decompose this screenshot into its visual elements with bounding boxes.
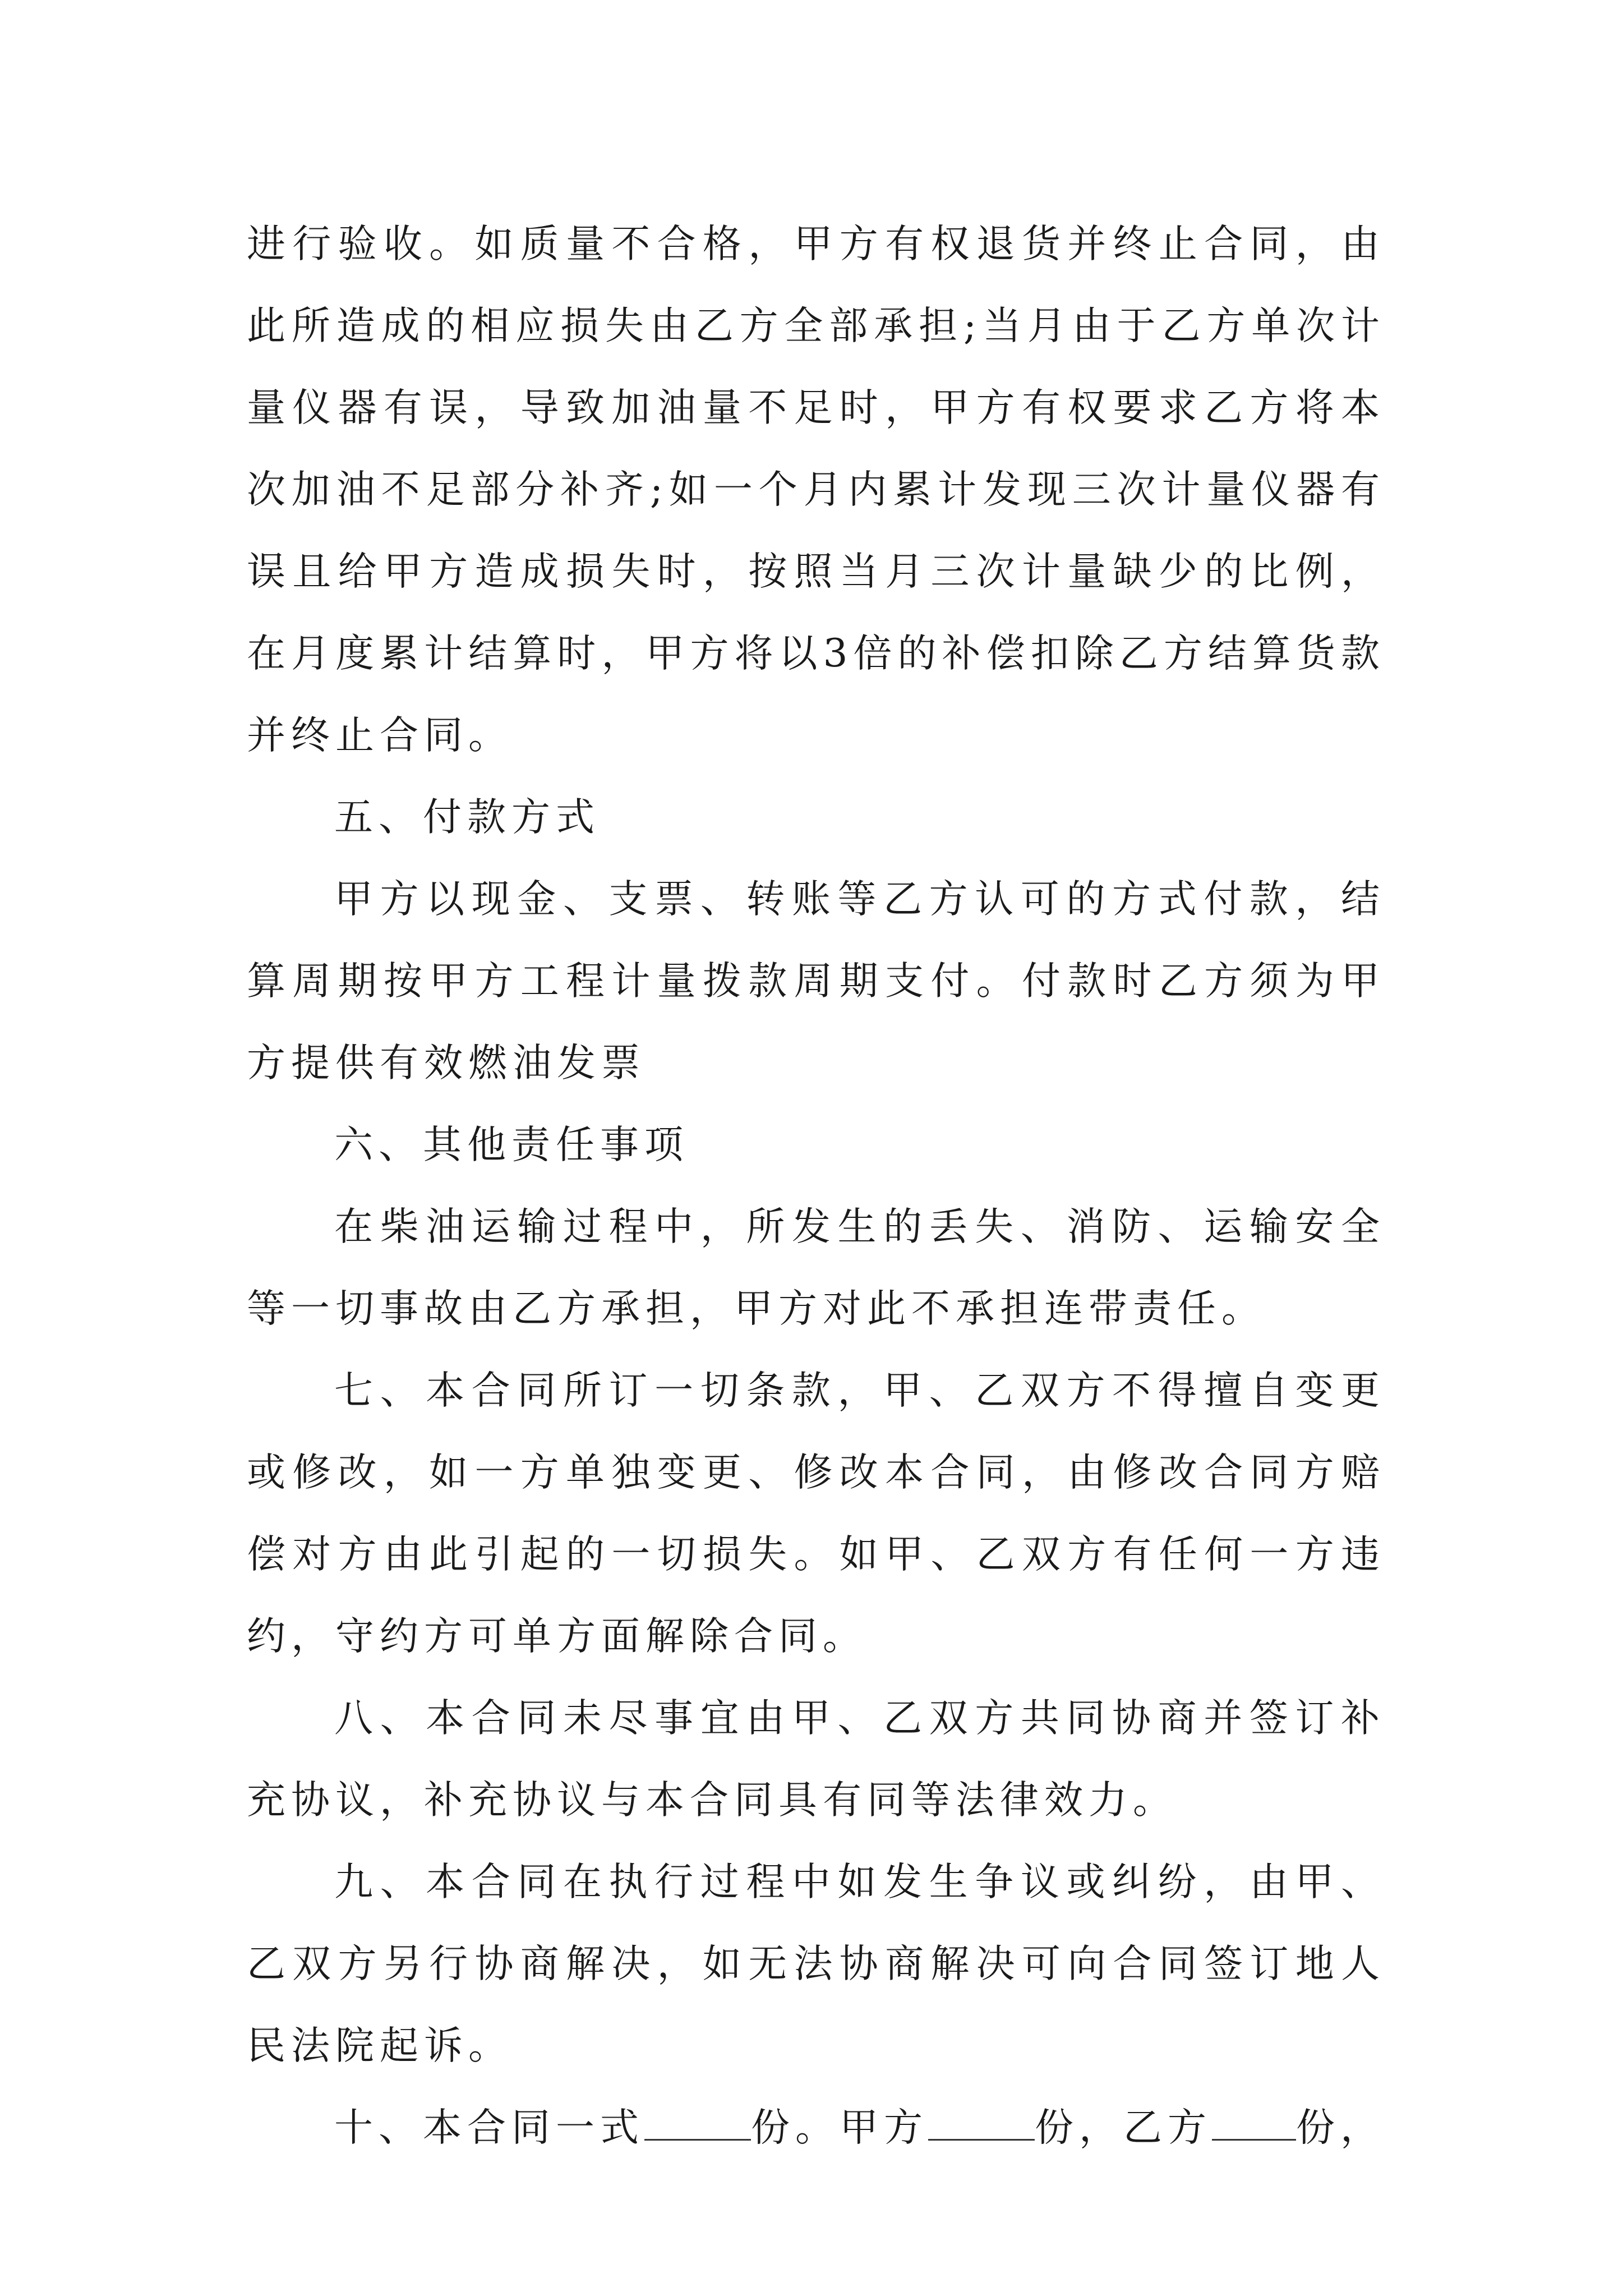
clause-ten-text-4: 份， (1296, 2105, 1385, 2150)
paragraph-payment-method: 甲方以现金、支票、转账等乙方认可的方式付款，结算周期按甲方工程计量拨款周期支付。付款时乙方须为甲方提供有效燃油发票 (247, 877, 1385, 1085)
paragraph-clause-eight: 八、本合同未尽事宜由甲、乙双方共同协商并签订补充协议，补充协议与本合同具有同等法律效力。 (247, 1696, 1385, 1823)
copies-party-a-blank (928, 2100, 1035, 2141)
paragraph-inspection: 进行验收。如质量不合格，甲方有权退货并终止合同，由此所造成的相应损失由乙方全部承担;当月由于乙方单次计量仪器有误，导致加油量不足时，甲方有权要求乙方将本次加油不足部分补齐;如一个月内累计发现三次计量仪器有误且给甲方造成损失时，按照当月三次计量缺少的比例，在月度累计结算时，甲方将以3倍的补偿扣除乙方结算货款并终止合同。 (247, 222, 1385, 758)
heading-other-responsibilities: 六、其他责任事项 (334, 1122, 689, 1167)
copies-total-blank (644, 2100, 751, 2141)
paragraph-other-responsibilities: 在柴油运输过程中，所发生的丢失、消防、运输安全等一切事故由乙方承担，甲方对此不承担连带责任。 (247, 1204, 1385, 1331)
clause-ten-text-3: 份，乙方 (1035, 2105, 1212, 2150)
paragraph-clause-nine: 九、本合同在执行过程中如发生争议或纠纷，由甲、乙双方另行协商解决，如无法协商解决可向合同签订地人民法院起诉。 (247, 1860, 1385, 2068)
heading-payment-method: 五、付款方式 (334, 795, 600, 840)
clause-ten-text-2: 份。甲方 (751, 2105, 928, 2150)
copies-party-b-blank (1212, 2100, 1296, 2141)
paragraph-clause-ten (247, 2087, 1385, 2169)
clause-ten-text-1: 十、本合同一式 (334, 2105, 644, 2150)
document-body (247, 203, 1385, 2169)
paragraph-clause-seven: 七、本合同所订一切条款，甲、乙双方不得擅自变更或修改，如一方单独变更、修改本合同，由修改合同方赔偿对方由此引起的一切损失。如甲、乙双方有任何一方违约，守约方可单方面解除合同。 (247, 1368, 1385, 1659)
